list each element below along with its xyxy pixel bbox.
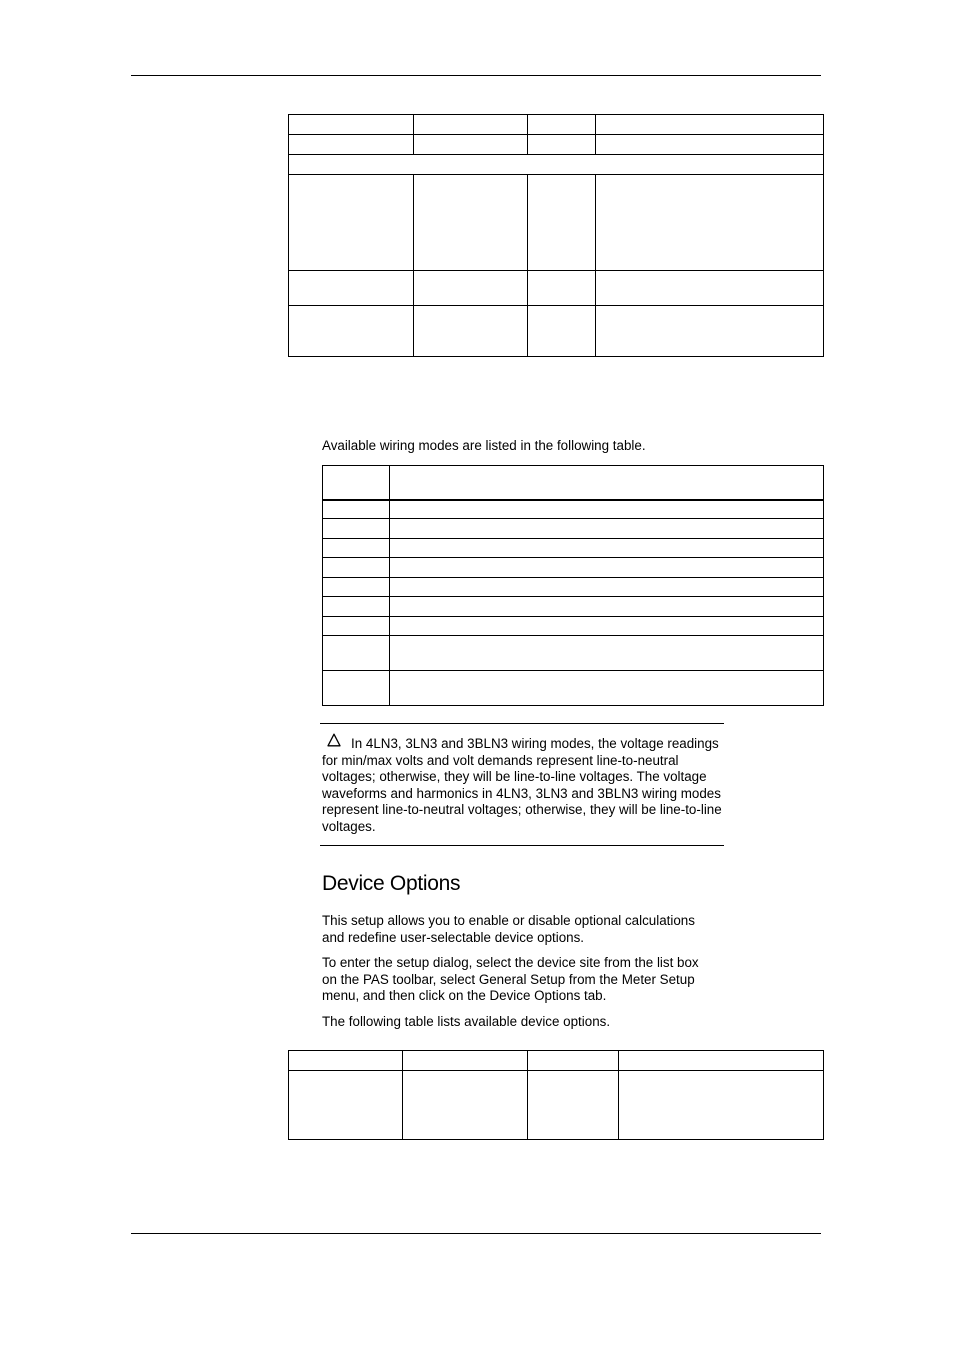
table-row bbox=[289, 271, 824, 306]
section-paragraph: The following table lists available device options. bbox=[322, 1014, 611, 1029]
header-rule bbox=[131, 75, 821, 76]
table-row bbox=[323, 500, 824, 519]
table-row bbox=[323, 597, 824, 617]
table-row bbox=[289, 115, 824, 135]
footer-rule bbox=[131, 1233, 821, 1234]
table-row bbox=[323, 539, 824, 558]
section-paragraph: This setup allows you to enable or disable optional calculations and redefine user-selectable device options. bbox=[322, 913, 695, 945]
section-paragraph: To enter the setup dialog, select the device site from the list box on the PAS toolbar, select General Setup from the Meter Setup menu, and then click on the Device Options tab. bbox=[322, 955, 699, 1003]
table-row bbox=[323, 671, 824, 706]
note-box bbox=[320, 723, 724, 846]
setup-options-table bbox=[288, 114, 824, 357]
table-row bbox=[323, 578, 824, 597]
wiring-modes-table bbox=[322, 465, 824, 706]
table-row bbox=[289, 306, 824, 357]
table-row bbox=[323, 636, 824, 671]
table-row bbox=[289, 175, 824, 271]
table-row bbox=[323, 617, 824, 636]
table-header-row bbox=[323, 466, 824, 500]
table-row bbox=[323, 558, 824, 578]
table-header-row bbox=[289, 1051, 824, 1071]
device-options-table bbox=[288, 1050, 824, 1140]
table-row bbox=[289, 135, 824, 155]
table-row bbox=[289, 1071, 824, 1140]
note-text: In 4LN3, 3LN3 and 3BLN3 wiring modes, the voltage readings for min/max volts and volt demands represent line-to-neutral voltages; otherwise, they will be line-to-line voltages. The voltage waveforms and harmonics in 4LN3, 3LN3 and 3BLN3 wiring modes represent line-to-neutral voltages; otherwise, they will be line-to-line voltages. bbox=[322, 736, 722, 834]
wiring-intro-text: Available wiring modes are listed in the following table. bbox=[322, 438, 646, 453]
table-row bbox=[323, 519, 824, 539]
table-row bbox=[289, 155, 824, 175]
section-title: Device Options bbox=[322, 872, 461, 895]
